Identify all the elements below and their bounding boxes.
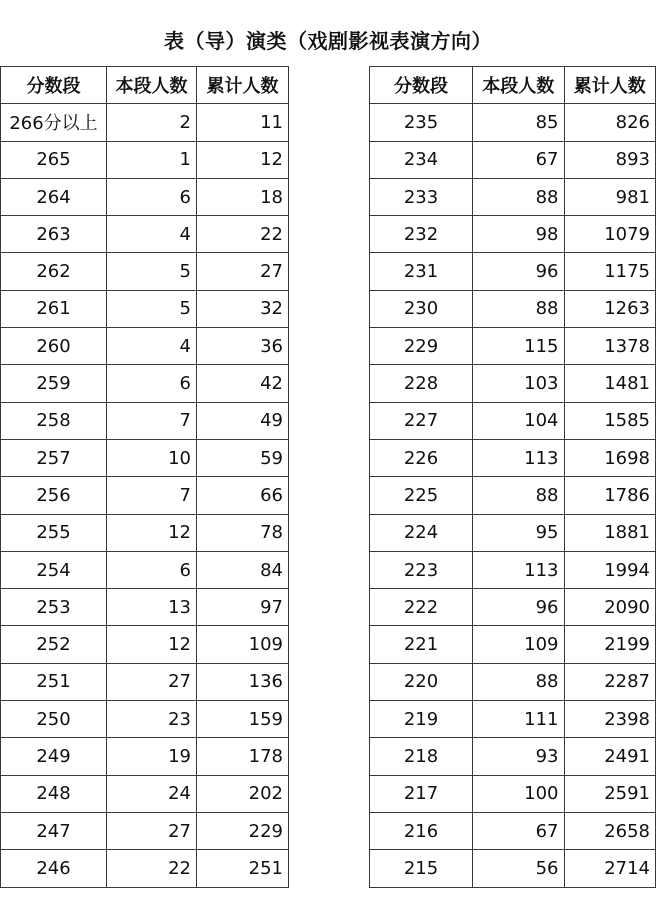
header-segment-count: 本段人数 <box>473 67 564 104</box>
table-row <box>370 738 656 775</box>
cumulative-count-cell: 826 <box>564 104 655 141</box>
cumulative-count-cell: 42 <box>197 365 289 402</box>
cumulative-count-cell: 1698 <box>564 439 655 476</box>
score-cell: 220 <box>370 663 473 700</box>
table-row <box>1 775 289 812</box>
table-row <box>1 850 289 887</box>
score-cell: 216 <box>370 812 473 849</box>
cumulative-count-cell: 11 <box>197 104 289 141</box>
table-row <box>370 626 656 663</box>
cumulative-count-cell: 229 <box>197 812 289 849</box>
cumulative-count-cell: 109 <box>197 626 289 663</box>
segment-count-cell: 100 <box>473 775 564 812</box>
score-cell: 258 <box>1 402 107 439</box>
score-cell: 251 <box>1 663 107 700</box>
cumulative-count-cell: 66 <box>197 477 289 514</box>
segment-count-cell: 6 <box>107 365 197 402</box>
table-row <box>1 328 289 365</box>
score-cell: 233 <box>370 178 473 215</box>
cumulative-count-cell: 2398 <box>564 701 655 738</box>
table-row <box>370 104 656 141</box>
table-row <box>1 551 289 588</box>
segment-count-cell: 103 <box>473 365 564 402</box>
score-cell: 250 <box>1 701 107 738</box>
segment-count-cell: 85 <box>473 104 564 141</box>
table-row <box>370 589 656 626</box>
cumulative-count-cell: 893 <box>564 141 655 178</box>
segment-count-cell: 7 <box>107 477 197 514</box>
cumulative-count-cell: 202 <box>197 775 289 812</box>
cumulative-count-cell: 178 <box>197 738 289 775</box>
cumulative-count-cell: 12 <box>197 141 289 178</box>
header-cumulative-count: 累计人数 <box>197 67 289 104</box>
table-row <box>1 178 289 215</box>
table-row <box>1 701 289 738</box>
segment-count-cell: 56 <box>473 850 564 887</box>
segment-count-cell: 10 <box>107 439 197 476</box>
score-cell: 266分以上 <box>1 104 107 141</box>
score-cell: 228 <box>370 365 473 402</box>
segment-count-cell: 67 <box>473 141 564 178</box>
cumulative-count-cell: 251 <box>197 850 289 887</box>
segment-count-cell: 7 <box>107 402 197 439</box>
cumulative-count-cell: 49 <box>197 402 289 439</box>
score-cell: 219 <box>370 701 473 738</box>
cumulative-count-cell: 1881 <box>564 514 655 551</box>
cumulative-count-cell: 2287 <box>564 663 655 700</box>
score-cell: 255 <box>1 514 107 551</box>
table-row <box>1 589 289 626</box>
table-row <box>370 812 656 849</box>
cumulative-count-cell: 1378 <box>564 328 655 365</box>
segment-count-cell: 104 <box>473 402 564 439</box>
segment-count-cell: 24 <box>107 775 197 812</box>
table-row <box>370 328 656 365</box>
segment-count-cell: 2 <box>107 104 197 141</box>
cumulative-count-cell: 2491 <box>564 738 655 775</box>
segment-count-cell: 4 <box>107 328 197 365</box>
segment-count-cell: 98 <box>473 216 564 253</box>
score-cell: 246 <box>1 850 107 887</box>
score-cell: 217 <box>370 775 473 812</box>
table-row <box>1 365 289 402</box>
segment-count-cell: 22 <box>107 850 197 887</box>
cumulative-count-cell: 18 <box>197 178 289 215</box>
cumulative-count-cell: 1994 <box>564 551 655 588</box>
table-row <box>1 104 289 141</box>
segment-count-cell: 27 <box>107 663 197 700</box>
cumulative-count-cell: 78 <box>197 514 289 551</box>
score-cell: 226 <box>370 439 473 476</box>
score-cell: 261 <box>1 290 107 327</box>
score-cell: 227 <box>370 402 473 439</box>
segment-count-cell: 113 <box>473 551 564 588</box>
score-table-left <box>0 66 289 888</box>
cumulative-count-cell: 981 <box>564 178 655 215</box>
table-row <box>370 514 656 551</box>
score-cell: 222 <box>370 589 473 626</box>
table-row <box>1 439 289 476</box>
segment-count-cell: 113 <box>473 439 564 476</box>
score-cell: 257 <box>1 439 107 476</box>
header-score-range: 分数段 <box>370 67 473 104</box>
cumulative-count-cell: 2714 <box>564 850 655 887</box>
cumulative-count-cell: 136 <box>197 663 289 700</box>
table-row <box>1 738 289 775</box>
cumulative-count-cell: 1263 <box>564 290 655 327</box>
cumulative-count-cell: 2090 <box>564 589 655 626</box>
score-cell: 249 <box>1 738 107 775</box>
segment-count-cell: 93 <box>473 738 564 775</box>
table-row <box>1 290 289 327</box>
score-cell: 263 <box>1 216 107 253</box>
cumulative-count-cell: 2658 <box>564 812 655 849</box>
table-row <box>370 178 656 215</box>
table-row <box>370 551 656 588</box>
score-cell: 259 <box>1 365 107 402</box>
cumulative-count-cell: 27 <box>197 253 289 290</box>
segment-count-cell: 12 <box>107 514 197 551</box>
score-cell: 265 <box>1 141 107 178</box>
segment-count-cell: 27 <box>107 812 197 849</box>
segment-count-cell: 96 <box>473 589 564 626</box>
segment-count-cell: 5 <box>107 290 197 327</box>
table-row <box>370 439 656 476</box>
cumulative-count-cell: 159 <box>197 701 289 738</box>
cumulative-count-cell: 32 <box>197 290 289 327</box>
table-row <box>370 365 656 402</box>
segment-count-cell: 12 <box>107 626 197 663</box>
cumulative-count-cell: 1079 <box>564 216 655 253</box>
table-row <box>370 141 656 178</box>
segment-count-cell: 88 <box>473 178 564 215</box>
table-row <box>1 253 289 290</box>
header-row <box>1 67 289 104</box>
score-cell: 253 <box>1 589 107 626</box>
header-score-range: 分数段 <box>1 67 107 104</box>
table-row <box>370 290 656 327</box>
score-cell: 235 <box>370 104 473 141</box>
score-cell: 218 <box>370 738 473 775</box>
table-row <box>1 626 289 663</box>
score-cell: 256 <box>1 477 107 514</box>
score-cell: 248 <box>1 775 107 812</box>
page-title: 表（导）演类（戏剧影视表演方向） <box>164 29 492 53</box>
table-row <box>1 216 289 253</box>
score-cell: 229 <box>370 328 473 365</box>
score-cell: 215 <box>370 850 473 887</box>
table-row <box>370 402 656 439</box>
segment-count-cell: 1 <box>107 141 197 178</box>
score-cell: 262 <box>1 253 107 290</box>
cumulative-count-cell: 1175 <box>564 253 655 290</box>
segment-count-cell: 23 <box>107 701 197 738</box>
score-cell: 234 <box>370 141 473 178</box>
score-cell: 230 <box>370 290 473 327</box>
segment-count-cell: 6 <box>107 178 197 215</box>
segment-count-cell: 88 <box>473 477 564 514</box>
header-segment-count: 本段人数 <box>107 67 197 104</box>
segment-count-cell: 6 <box>107 551 197 588</box>
table-row <box>370 216 656 253</box>
table-row <box>1 514 289 551</box>
segment-count-cell: 95 <box>473 514 564 551</box>
cumulative-count-cell: 59 <box>197 439 289 476</box>
cumulative-count-cell: 2199 <box>564 626 655 663</box>
cumulative-count-cell: 97 <box>197 589 289 626</box>
header-row <box>370 67 656 104</box>
score-cell: 247 <box>1 812 107 849</box>
cumulative-count-cell: 1786 <box>564 477 655 514</box>
score-table-right <box>369 66 656 888</box>
score-cell: 224 <box>370 514 473 551</box>
score-cell: 223 <box>370 551 473 588</box>
table-row <box>1 663 289 700</box>
header-cumulative-count: 累计人数 <box>564 67 655 104</box>
table-row <box>370 850 656 887</box>
table-row <box>370 775 656 812</box>
segment-count-cell: 96 <box>473 253 564 290</box>
score-cell: 225 <box>370 477 473 514</box>
segment-count-cell: 5 <box>107 253 197 290</box>
table-row <box>370 701 656 738</box>
segment-count-cell: 88 <box>473 290 564 327</box>
segment-count-cell: 109 <box>473 626 564 663</box>
cumulative-count-cell: 84 <box>197 551 289 588</box>
cumulative-count-cell: 36 <box>197 328 289 365</box>
table-row <box>1 812 289 849</box>
cumulative-count-cell: 1585 <box>564 402 655 439</box>
score-cell: 221 <box>370 626 473 663</box>
segment-count-cell: 115 <box>473 328 564 365</box>
segment-count-cell: 13 <box>107 589 197 626</box>
score-cell: 260 <box>1 328 107 365</box>
table-row <box>1 477 289 514</box>
segment-count-cell: 88 <box>473 663 564 700</box>
cumulative-count-cell: 1481 <box>564 365 655 402</box>
score-cell: 232 <box>370 216 473 253</box>
score-cell: 264 <box>1 178 107 215</box>
segment-count-cell: 19 <box>107 738 197 775</box>
table-row <box>370 477 656 514</box>
table-row <box>1 402 289 439</box>
score-cell: 254 <box>1 551 107 588</box>
score-cell: 231 <box>370 253 473 290</box>
segment-count-cell: 111 <box>473 701 564 738</box>
table-row <box>370 253 656 290</box>
score-cell: 252 <box>1 626 107 663</box>
segment-count-cell: 4 <box>107 216 197 253</box>
cumulative-count-cell: 22 <box>197 216 289 253</box>
table-row <box>370 663 656 700</box>
cumulative-count-cell: 2591 <box>564 775 655 812</box>
table-row <box>1 141 289 178</box>
segment-count-cell: 67 <box>473 812 564 849</box>
